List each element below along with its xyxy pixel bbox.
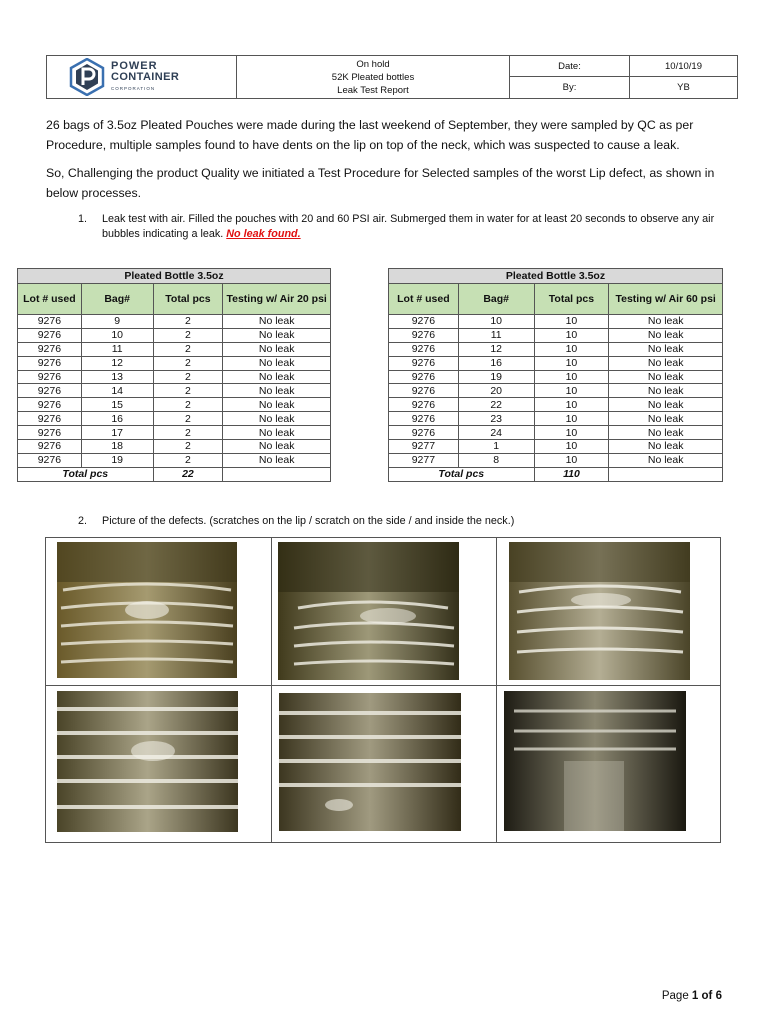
total-empty-cell	[609, 467, 723, 481]
cell-total: 10	[534, 384, 609, 398]
cell-bag: 24	[458, 426, 534, 440]
footer-total: 6	[715, 990, 722, 1002]
cell-result: No leak	[609, 370, 723, 384]
footer-page: 1	[691, 990, 699, 1002]
col-header-bag: Bag#	[458, 284, 534, 315]
cell-bag: 23	[458, 412, 534, 426]
date-value: 10/10/19	[630, 56, 737, 77]
company-logo	[47, 56, 237, 98]
cell-total: 2	[153, 356, 223, 370]
cell-bag: 11	[458, 328, 534, 342]
table-row	[389, 342, 723, 356]
cell-lot: 9276	[389, 356, 459, 370]
cell-lot: 9276	[389, 328, 459, 342]
table-title: Pleated Bottle 3.5oz	[18, 269, 331, 284]
table-row	[389, 370, 723, 384]
cell-lot: 9276	[389, 412, 459, 426]
intro-paragraph: 26 bags of 3.5oz Pleated Pouches were made during the last weekend of September, they were sampled by QC as per Procedure, multiple samples found to have dents on the lip on top of the neck, which was suspected to cause a leak.	[46, 118, 694, 152]
cell-lot: 9277	[389, 440, 459, 454]
step-2-number: 2.	[78, 515, 88, 527]
table-title: Pleated Bottle 3.5oz	[389, 269, 723, 284]
cell-lot: 9276	[18, 315, 82, 329]
defect-photo-lip-scratch-2	[278, 542, 459, 680]
cell-result: No leak	[609, 356, 723, 370]
brand-line3: CORPORATION	[111, 85, 156, 91]
table-row	[18, 328, 331, 342]
cell-bag: 18	[81, 440, 153, 454]
cell-total: 2	[153, 384, 223, 398]
defect-photo-lip-scratch-1	[57, 542, 237, 678]
cell-result: No leak	[223, 315, 331, 329]
table-row	[389, 356, 723, 370]
cell-lot: 9276	[389, 426, 459, 440]
cell-lot: 9276	[18, 328, 82, 342]
cell-result: No leak	[609, 426, 723, 440]
step-1-number: 1.	[78, 213, 88, 225]
defect-photo-side-scratch-2	[279, 693, 461, 831]
cell-total: 10	[534, 370, 609, 384]
cell-total: 2	[153, 412, 223, 426]
cell-lot: 9276	[389, 370, 459, 384]
step-1-result: No leak found.	[226, 228, 301, 240]
brand-line1: POWER	[111, 59, 158, 72]
table-row	[389, 412, 723, 426]
cell-total: 10	[534, 426, 609, 440]
cell-result: No leak	[609, 315, 723, 329]
cell-bag: 20	[458, 384, 534, 398]
table-row	[18, 426, 331, 440]
table-row	[389, 315, 723, 329]
cell-lot: 9276	[18, 453, 82, 467]
cell-bag: 1	[458, 440, 534, 454]
cell-total: 10	[534, 328, 609, 342]
cell-lot: 9277	[389, 453, 459, 467]
table-row	[18, 384, 331, 398]
cell-total: 10	[534, 412, 609, 426]
cell-total: 2	[153, 426, 223, 440]
step-2-text: Picture of the defects. (scratches on the lip / scratch on the side / and inside the neck.)	[102, 515, 515, 527]
cell-total: 2	[153, 342, 223, 356]
report-name: Leak Test Report	[337, 84, 409, 96]
cell-lot: 9276	[18, 398, 82, 412]
cell-total: 10	[534, 440, 609, 454]
defect-photo-grid	[45, 537, 721, 843]
table-row	[18, 370, 331, 384]
table-row	[18, 315, 331, 329]
date-label: Date:	[510, 56, 630, 77]
cell-bag: 16	[458, 356, 534, 370]
cell-lot: 9276	[18, 342, 82, 356]
cell-bag: 13	[81, 370, 153, 384]
col-header-total: Total pcs	[534, 284, 609, 315]
cell-result: No leak	[223, 328, 331, 342]
cell-lot: 9276	[389, 384, 459, 398]
cell-result: No leak	[223, 440, 331, 454]
cell-bag: 9	[81, 315, 153, 329]
cell-total: 2	[153, 453, 223, 467]
cell-total: 10	[534, 315, 609, 329]
table-row	[389, 426, 723, 440]
cell-bag: 15	[81, 398, 153, 412]
report-status: On hold	[356, 58, 390, 70]
cell-result: No leak	[223, 412, 331, 426]
cell-bag: 14	[81, 384, 153, 398]
cell-total: 2	[153, 328, 223, 342]
cell-bag: 10	[81, 328, 153, 342]
cell-result: No leak	[609, 440, 723, 454]
cell-bag: 8	[458, 453, 534, 467]
table-row	[18, 453, 331, 467]
cell-lot: 9276	[18, 426, 82, 440]
cell-total: 2	[153, 315, 223, 329]
cell-total: 2	[153, 370, 223, 384]
table-row	[389, 398, 723, 412]
report-meta	[510, 56, 737, 98]
defect-photo-side-scratch-1	[57, 691, 238, 832]
cell-result: No leak	[223, 426, 331, 440]
cell-bag: 22	[458, 398, 534, 412]
cell-result: No leak	[223, 384, 331, 398]
table-row	[18, 342, 331, 356]
cell-total: 2	[153, 440, 223, 454]
leak-test-table-60psi	[388, 268, 723, 482]
cell-lot: 9276	[18, 356, 82, 370]
total-value: 110	[534, 467, 609, 481]
cell-total: 10	[534, 342, 609, 356]
cell-lot: 9276	[389, 315, 459, 329]
cell-lot: 9276	[18, 412, 82, 426]
cell-result: No leak	[609, 342, 723, 356]
table-row	[389, 328, 723, 342]
step-1	[78, 212, 728, 242]
page-footer	[662, 990, 722, 1002]
challenge-paragraph: So, Challenging the product Quality we initiated a Test Procedure for Selected samples of the worst Lip defect, as shown in below processes.	[46, 166, 715, 200]
table-row	[18, 440, 331, 454]
cell-bag: 19	[458, 370, 534, 384]
cell-bag: 17	[81, 426, 153, 440]
table-row	[18, 398, 331, 412]
cell-lot: 9276	[18, 384, 82, 398]
table-row	[18, 356, 331, 370]
total-value: 22	[153, 467, 223, 481]
cell-bag: 12	[458, 342, 534, 356]
by-value: YB	[677, 82, 690, 93]
step-1-text: Leak test with air. Filled the pouches with 20 and 60 PSI air. Submerged them in water for at least 20 seconds to observe any air bubbles indicating a leak.	[102, 213, 715, 240]
cell-result: No leak	[223, 398, 331, 412]
cell-result: No leak	[223, 453, 331, 467]
brand-line2: CONTAINER	[111, 70, 180, 83]
cell-bag: 11	[81, 342, 153, 356]
table-row	[18, 412, 331, 426]
cell-result: No leak	[223, 370, 331, 384]
defect-photo-inside-neck	[504, 691, 686, 831]
cell-bag: 16	[81, 412, 153, 426]
by-label: By:	[510, 77, 630, 98]
footer-of: of	[701, 990, 713, 1002]
table-row	[389, 453, 723, 467]
cell-total: 10	[534, 398, 609, 412]
table-row	[389, 384, 723, 398]
cell-bag: 12	[81, 356, 153, 370]
cell-total: 10	[534, 453, 609, 467]
leak-test-table-20psi	[17, 268, 331, 482]
cell-result: No leak	[609, 384, 723, 398]
total-empty-cell	[223, 467, 331, 481]
cell-total: 10	[534, 356, 609, 370]
step-2	[78, 514, 728, 529]
cell-bag: 19	[81, 453, 153, 467]
cell-result: No leak	[609, 398, 723, 412]
cell-result: No leak	[609, 412, 723, 426]
cell-lot: 9276	[389, 398, 459, 412]
col-header-total: Total pcs	[153, 284, 223, 315]
footer-prefix: Page	[661, 990, 689, 1002]
power-container-logo-icon	[69, 58, 105, 96]
cell-lot: 9276	[18, 440, 82, 454]
col-header-bag: Bag#	[81, 284, 153, 315]
cell-bag: 10	[458, 315, 534, 329]
total-label: Total pcs	[18, 467, 154, 481]
table-row	[389, 440, 723, 454]
cell-lot: 9276	[18, 370, 82, 384]
col-header-testing: Testing w/ Air 20 psi	[223, 284, 331, 315]
cell-total: 2	[153, 398, 223, 412]
cell-result: No leak	[223, 342, 331, 356]
report-header	[46, 55, 738, 99]
cell-result: No leak	[609, 328, 723, 342]
report-product: 52K Pleated bottles	[331, 71, 415, 83]
cell-lot: 9276	[389, 342, 459, 356]
col-header-lot: Lot # used	[389, 284, 459, 315]
cell-result: No leak	[223, 356, 331, 370]
defect-photo-lip-scratch-3	[509, 542, 690, 680]
report-title-block	[237, 56, 510, 98]
col-header-lot: Lot # used	[18, 284, 82, 315]
cell-result: No leak	[609, 453, 723, 467]
total-label: Total pcs	[389, 467, 535, 481]
col-header-testing: Testing w/ Air 60 psi	[609, 284, 723, 315]
